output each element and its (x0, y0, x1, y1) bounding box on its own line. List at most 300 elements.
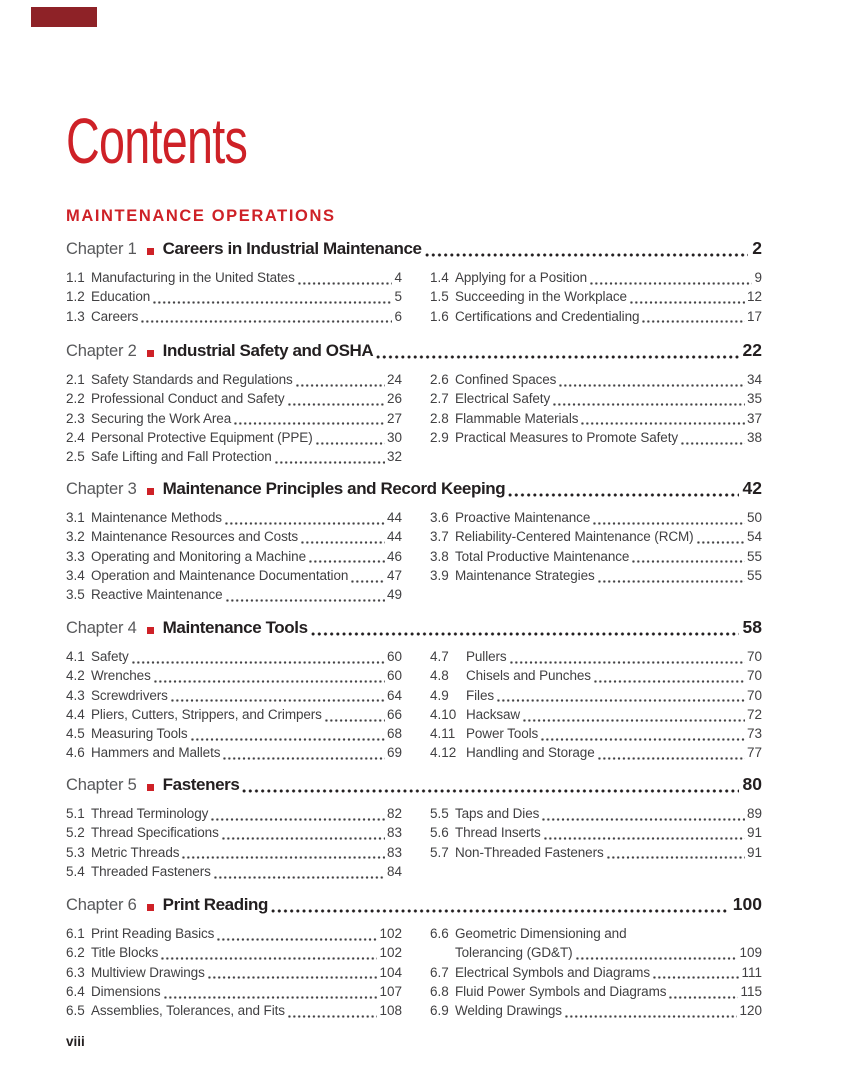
chapter-column-left (66, 649, 402, 765)
entry-number: 2.4 (66, 429, 85, 445)
chapter-page-number: 42 (742, 478, 762, 498)
entry-dot-leader (641, 309, 745, 328)
entry-number: 4.9 (430, 687, 449, 703)
entry-title: Screwdrivers (91, 687, 168, 703)
entry-number: 4.5 (66, 726, 85, 742)
toc-entry (430, 926, 762, 945)
entry-dot-leader (152, 289, 392, 308)
toc-entry (430, 270, 762, 289)
entry-number: 6.2 (66, 945, 85, 961)
entry-number: 5.3 (66, 844, 85, 860)
entry-page-number: 84 (386, 863, 402, 879)
entry-title: Professional Conduct and Safety (91, 391, 285, 407)
chapter-dot-leader (310, 617, 739, 641)
toc-entry (430, 825, 762, 844)
chapter-bullet-icon (147, 784, 154, 791)
entry-dot-leader (564, 1003, 738, 1022)
entry-title: Geometric Dimensioning and (455, 926, 627, 941)
toc-entry (66, 1003, 402, 1022)
entry-dot-leader (593, 668, 745, 687)
chapter-label: Chapter 6 (66, 896, 137, 914)
chapter-block (66, 340, 762, 468)
entry-dot-leader (140, 309, 392, 328)
entry-title: Manufacturing in the United States (91, 270, 295, 285)
entry-number: 4.10 (430, 706, 457, 722)
toc-entry (66, 726, 402, 745)
toc-entry (66, 372, 402, 391)
entry-dot-leader (575, 945, 738, 964)
entry-title: Maintenance Strategies (455, 567, 595, 583)
entry-page-number: 30 (386, 429, 402, 445)
entry-page-number: 91 (746, 844, 762, 860)
toc-entry (66, 745, 402, 764)
chapter-label: Chapter 4 (66, 619, 137, 637)
chapter-heading (66, 238, 762, 262)
entry-dot-leader (308, 549, 385, 568)
entry-dot-leader (668, 984, 738, 1003)
chapter-page-number: 100 (732, 894, 762, 914)
toc-entry (66, 529, 402, 548)
entry-number: 6.4 (66, 983, 85, 999)
entry-title: Proactive Maintenance (455, 510, 591, 525)
entry-number: 3.9 (430, 567, 449, 583)
entry-title: Fluid Power Symbols and Diagrams (455, 983, 667, 999)
chapter-columns (66, 510, 762, 606)
entry-dot-leader (190, 726, 385, 745)
entry-page-number: 115 (740, 983, 762, 999)
entry-title: Multiview Drawings (91, 964, 205, 980)
entry-page-number: 73 (746, 726, 762, 742)
toc-entry (430, 806, 762, 825)
toc-entry (430, 372, 762, 391)
chapter-heading (66, 774, 762, 798)
chapter-column-right (430, 926, 762, 1022)
entry-number: 5.7 (430, 844, 449, 860)
entry-page-number: 27 (386, 410, 402, 426)
entry-title: Careers (91, 308, 139, 324)
entry-number: 6.7 (430, 964, 449, 980)
entry-dot-leader (606, 845, 745, 864)
entry-dot-leader (170, 688, 385, 707)
chapter-bullet-icon (147, 350, 154, 357)
entry-page-number: 44 (386, 510, 402, 525)
entry-title: Operating and Monitoring a Machine (91, 548, 306, 564)
entry-dot-leader (540, 726, 745, 745)
entry-number: 6.3 (66, 964, 85, 980)
chapter-columns (66, 806, 762, 883)
entry-page-number: 68 (386, 726, 402, 742)
entry-page-number: 72 (746, 706, 762, 722)
entry-number: 3.8 (430, 548, 449, 564)
entry-title: Pliers, Cutters, Strippers, and Crimpers (91, 706, 322, 722)
entry-number: 5.6 (430, 825, 449, 841)
entry-number: 1.4 (430, 270, 449, 285)
entry-title: Electrical Symbols and Diagrams (455, 964, 650, 980)
toc-entry (430, 411, 762, 430)
entry-page-number: 102 (379, 945, 402, 961)
entry-page-number: 55 (746, 548, 762, 564)
chapter-columns (66, 649, 762, 765)
entry-number: 4.1 (66, 649, 85, 664)
entry-title: Metric Threads (91, 844, 180, 860)
entry-number: 3.4 (66, 567, 85, 583)
chapter-label: Chapter 2 (66, 342, 137, 360)
toc-entry (430, 510, 762, 529)
chapter-column-left (66, 806, 402, 883)
chapter-title: Maintenance Tools (162, 618, 308, 637)
entry-number: 4.12 (430, 745, 457, 761)
entry-page-number: 50 (746, 510, 762, 525)
entry-number: 1.5 (430, 289, 449, 305)
toc-entry (430, 289, 762, 308)
chapter-block (66, 238, 762, 328)
entry-page-number: 120 (739, 1003, 762, 1019)
entry-dot-leader (680, 430, 745, 449)
entry-title: Assemblies, Tolerances, and Fits (91, 1003, 285, 1019)
toc-entry (66, 309, 402, 328)
entry-dot-leader (287, 1003, 378, 1022)
entry-number: 2.6 (430, 372, 449, 387)
entry-title: Title Blocks (91, 945, 159, 961)
toc-entry (66, 984, 402, 1003)
chapter-column-right (430, 270, 762, 328)
entry-number: 6.5 (66, 1003, 85, 1019)
entry-number: 2.7 (430, 391, 449, 407)
chapter-dot-leader (241, 774, 738, 798)
chapter-bullet-icon (147, 627, 154, 634)
entry-number: 4.3 (66, 687, 85, 703)
entry-page-number: 37 (746, 410, 762, 426)
entry-dot-leader (207, 965, 378, 984)
toc-entry (66, 965, 402, 984)
entry-title: Operation and Maintenance Documentation (91, 567, 349, 583)
entry-number: 5.1 (66, 806, 85, 821)
part-heading: MAINTENANCE OPERATIONS (66, 207, 336, 225)
chapter-column-left (66, 372, 402, 468)
chapter-page-number: 22 (742, 340, 762, 360)
toc-entry (430, 309, 762, 328)
entry-page-number: 70 (746, 668, 762, 684)
entry-title: Maintenance Resources and Costs (91, 529, 299, 545)
entry-page-number: 109 (739, 945, 762, 961)
entry-dot-leader (233, 411, 385, 430)
entry-dot-leader (131, 649, 385, 668)
chapter-heading (66, 340, 762, 364)
entry-number: 3.1 (66, 510, 85, 525)
entry-page-number: 64 (386, 687, 402, 703)
entry-dot-leader (287, 391, 385, 410)
entry-title: Securing the Work Area (91, 410, 232, 426)
chapter-label: Chapter 5 (66, 776, 137, 794)
toc-entry-continuation (430, 945, 762, 964)
entry-page-number: 91 (746, 825, 762, 841)
toc-entry (66, 864, 402, 883)
toc-entry (430, 391, 762, 410)
chapter-title: Maintenance Principles and Record Keeping (162, 479, 506, 498)
entry-title: Flammable Materials (455, 410, 579, 426)
chapter-bullet-icon (147, 248, 154, 255)
entry-title: Hammers and Mallets (91, 745, 221, 761)
entry-number: 3.2 (66, 529, 85, 545)
chapter-page-number: 80 (742, 774, 762, 794)
chapter-title: Print Reading (162, 895, 268, 914)
toc-entry (66, 806, 402, 825)
entry-title: Files (466, 687, 495, 703)
entry-dot-leader (552, 391, 745, 410)
entry-title: Dimensions (91, 983, 161, 999)
entry-page-number: 12 (746, 289, 762, 305)
entry-page-number: 4 (394, 270, 402, 285)
entry-title: Wrenches (91, 668, 151, 684)
toc-entry (66, 411, 402, 430)
toc-entry (66, 707, 402, 726)
entry-number: 6.1 (66, 926, 85, 941)
toc-entry (66, 926, 402, 945)
entry-number: 5.2 (66, 825, 85, 841)
toc-entry (430, 745, 762, 764)
chapter-label: Chapter 1 (66, 240, 137, 258)
entry-title: Threaded Fasteners (91, 863, 211, 879)
toc-entry (66, 688, 402, 707)
entry-page-number: 35 (746, 391, 762, 407)
entry-page-number: 47 (386, 567, 402, 583)
toc-entry (430, 984, 762, 1003)
entry-number: 4.4 (66, 706, 85, 722)
chapter-page-number: 2 (752, 238, 762, 258)
entry-title: Total Productive Maintenance (455, 548, 630, 564)
entry-dot-leader (181, 845, 385, 864)
entry-title: Safety (91, 649, 129, 664)
entry-title: Personal Protective Equipment (PPE) (91, 429, 313, 445)
chapter-column-left (66, 926, 402, 1022)
entry-title: Chisels and Punches (466, 668, 591, 684)
entry-number: 5.5 (430, 806, 449, 821)
entry-number: 5.4 (66, 863, 85, 879)
toc-entry (430, 707, 762, 726)
chapter-column-right (430, 649, 762, 765)
entry-page-number: 83 (386, 825, 402, 841)
entry-number: 1.1 (66, 270, 85, 285)
entry-number: 4.11 (430, 726, 456, 742)
entry-page-number: 24 (386, 372, 402, 387)
entry-number: 6.8 (430, 983, 449, 999)
entry-dot-leader (210, 806, 385, 825)
toc-entry (66, 270, 402, 289)
chapter-columns (66, 926, 762, 1022)
entry-dot-leader (324, 707, 385, 726)
entry-number: 2.1 (66, 372, 85, 387)
chapter-heading (66, 894, 762, 918)
entry-dot-leader (558, 372, 745, 391)
entry-dot-leader (696, 529, 745, 548)
entry-dot-leader (222, 745, 385, 764)
entry-dot-leader (629, 289, 745, 308)
entry-title: Succeeding in the Workplace (455, 289, 627, 305)
entry-page-number: 49 (386, 587, 402, 603)
entry-dot-leader (274, 449, 385, 468)
entry-page-number: 104 (379, 964, 402, 980)
entry-number: 2.5 (66, 449, 85, 465)
chapter-dot-leader (424, 238, 749, 262)
toc-entry (430, 649, 762, 668)
entry-dot-leader (297, 270, 393, 289)
chapter-column-right (430, 372, 762, 468)
entry-number: 4.2 (66, 668, 85, 684)
entry-page-number: 17 (746, 308, 762, 324)
chapter-block (66, 478, 762, 606)
entry-title: Thread Inserts (455, 825, 541, 841)
entry-title: Tolerancing (GD&T) (455, 945, 573, 961)
entry-page-number: 77 (746, 745, 762, 761)
entry-number: 2.8 (430, 410, 449, 426)
entry-title: Thread Terminology (91, 806, 209, 821)
chapter-column-left (66, 270, 402, 328)
page-title: Contents (66, 104, 248, 177)
entry-page-number: 5 (394, 289, 402, 305)
entry-dot-leader (592, 510, 745, 529)
chapter-bullet-icon (147, 904, 154, 911)
entry-title: Certifications and Credentialing (455, 308, 640, 324)
chapter-column-right (430, 510, 762, 606)
entry-page-number: 60 (386, 668, 402, 684)
entry-page-number: 70 (746, 687, 762, 703)
entry-dot-leader (213, 864, 385, 883)
entry-page-number: 44 (386, 529, 402, 545)
entry-title: Measuring Tools (91, 726, 188, 742)
entry-page-number: 34 (746, 372, 762, 387)
entry-number: 4.8 (430, 668, 449, 684)
entry-dot-leader (216, 926, 377, 945)
entry-page-number: 60 (386, 649, 402, 664)
chapter-column-right (430, 806, 762, 883)
entry-title: Print Reading Basics (91, 926, 215, 941)
entry-dot-leader (221, 825, 385, 844)
entry-number: 3.5 (66, 587, 85, 603)
entry-page-number: 32 (386, 449, 402, 465)
toc-entry (66, 845, 402, 864)
entry-dot-leader (631, 549, 745, 568)
entry-dot-leader (295, 372, 385, 391)
toc-entry (66, 668, 402, 687)
entry-title: Confined Spaces (455, 372, 557, 387)
entry-page-number: 89 (746, 806, 762, 821)
entry-number: 3.6 (430, 510, 449, 525)
entry-page-number: 83 (386, 844, 402, 860)
entry-page-number: 102 (379, 926, 402, 941)
chapter-columns (66, 270, 762, 328)
entry-page-number: 82 (386, 806, 402, 821)
toc-entry (66, 449, 402, 468)
toc-entry (430, 549, 762, 568)
chapter-title: Industrial Safety and OSHA (162, 341, 374, 360)
entry-dot-leader (543, 825, 745, 844)
entry-dot-leader (160, 945, 377, 964)
entry-number: 2.2 (66, 391, 85, 407)
chapter-columns (66, 372, 762, 468)
entry-page-number: 54 (746, 529, 762, 545)
entry-page-number: 108 (379, 1003, 402, 1019)
entry-page-number: 38 (746, 429, 762, 445)
entry-dot-leader (153, 668, 385, 687)
toc-entry (66, 549, 402, 568)
chapter-title: Careers in Industrial Maintenance (162, 239, 422, 258)
entry-page-number: 107 (379, 983, 402, 999)
entry-dot-leader (522, 707, 745, 726)
entry-number: 4.7 (430, 649, 449, 664)
entry-page-number: 46 (386, 548, 402, 564)
entry-title: Pullers (466, 649, 507, 664)
entry-number: 1.3 (66, 308, 85, 324)
chapter-page-number: 58 (742, 617, 762, 637)
entry-dot-leader (509, 649, 745, 668)
entry-dot-leader (541, 806, 745, 825)
entry-page-number: 26 (386, 391, 402, 407)
entry-title: Taps and Dies (455, 806, 540, 821)
entry-title: Welding Drawings (455, 1003, 562, 1019)
toc-entry (66, 945, 402, 964)
toc-entry (430, 726, 762, 745)
chapter-block (66, 894, 762, 1022)
chapter-block (66, 617, 762, 765)
entry-number: 4.6 (66, 745, 85, 761)
entry-dot-leader (597, 568, 745, 587)
toc-entry (66, 510, 402, 529)
entry-number: 6.9 (430, 1003, 449, 1019)
entry-page-number: 69 (386, 745, 402, 761)
chapter-heading (66, 478, 762, 502)
entry-title: Reactive Maintenance (91, 587, 223, 603)
entry-number: 2.3 (66, 410, 85, 426)
chapter-label: Chapter 3 (66, 480, 137, 498)
entry-title: Education (91, 289, 151, 305)
entry-number: 1.6 (430, 308, 449, 324)
toc-entry (66, 430, 402, 449)
entry-title: Applying for a Position (455, 270, 588, 285)
entry-page-number: 55 (746, 567, 762, 583)
entry-title: Safety Standards and Regulations (91, 372, 293, 387)
entry-title: Hacksaw (466, 706, 521, 722)
toc-entry (430, 568, 762, 587)
entry-dot-leader (589, 270, 752, 289)
toc-entry (430, 965, 762, 984)
toc-entry (430, 529, 762, 548)
chapter-dot-leader (375, 340, 738, 364)
toc-entry (66, 391, 402, 410)
toc-entry (66, 289, 402, 308)
toc-entry (66, 825, 402, 844)
chapter-bullet-icon (147, 488, 154, 495)
toc-entry (430, 1003, 762, 1022)
toc-entry (430, 845, 762, 864)
entry-page-number: 66 (386, 706, 402, 722)
entry-title: Non-Threaded Fasteners (455, 844, 604, 860)
toc-entry (66, 568, 402, 587)
entry-dot-leader (597, 745, 745, 764)
chapter-dot-leader (507, 478, 738, 502)
entry-dot-leader (300, 529, 385, 548)
entry-page-number: 111 (741, 964, 762, 980)
entry-number: 3.3 (66, 548, 85, 564)
entry-page-number: 70 (746, 649, 762, 664)
toc-entry (430, 668, 762, 687)
chapter-heading (66, 617, 762, 641)
entry-title: Reliability-Centered Maintenance (RCM) (455, 529, 694, 545)
entry-title: Handling and Storage (466, 745, 595, 761)
entry-number: 3.7 (430, 529, 449, 545)
entry-number: 2.9 (430, 429, 449, 445)
entry-dot-leader (224, 510, 385, 529)
entry-dot-leader (652, 965, 739, 984)
